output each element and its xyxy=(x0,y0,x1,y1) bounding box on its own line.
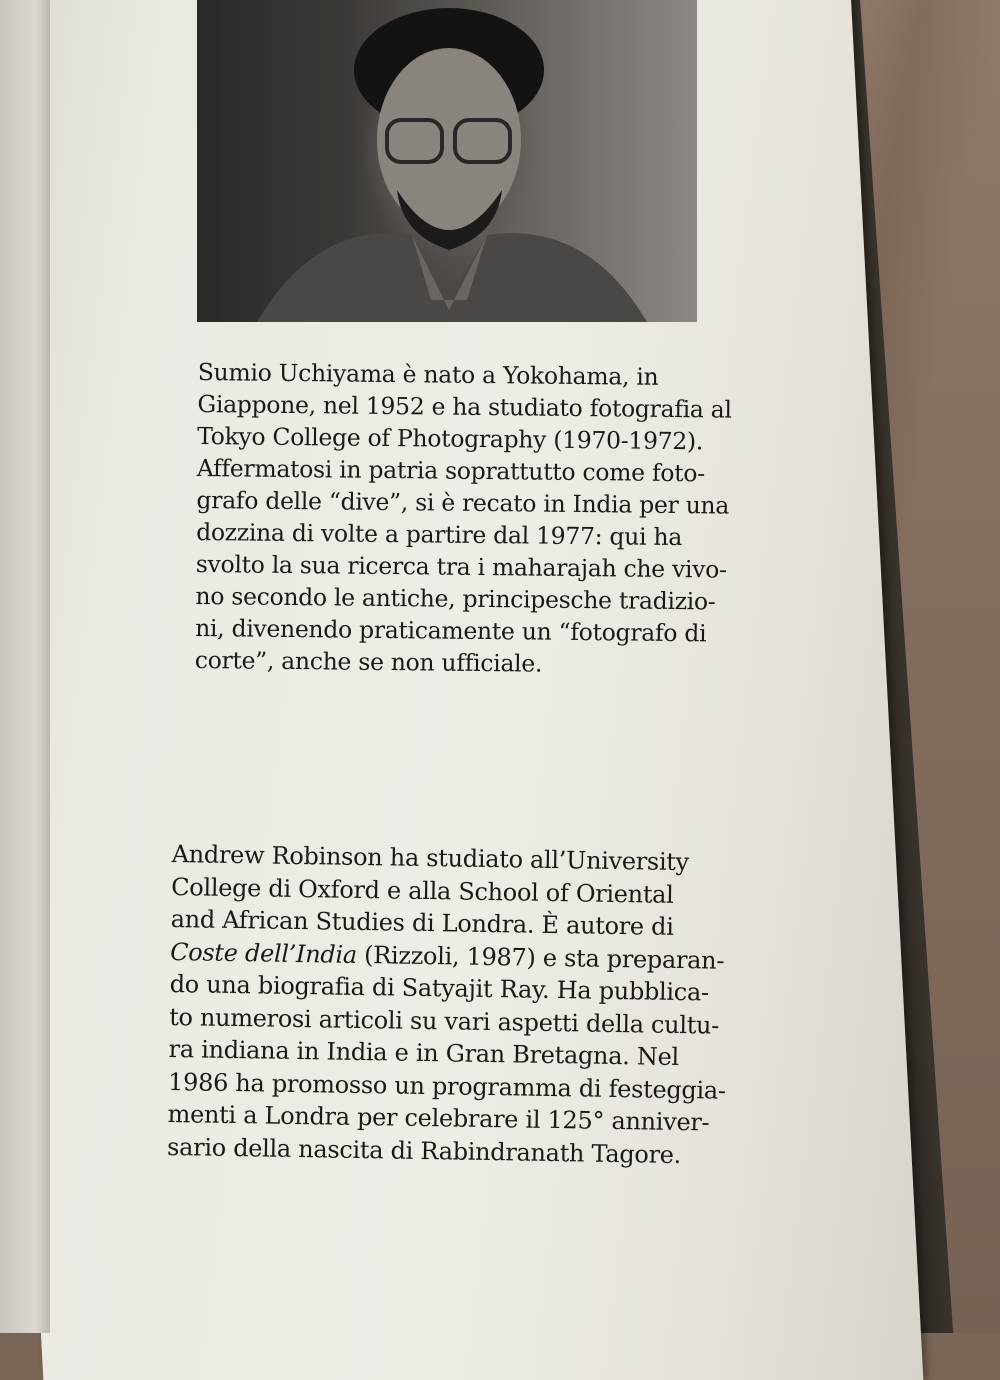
portrait-figure xyxy=(197,0,697,322)
author-portrait-photo xyxy=(197,0,697,322)
bio-line: dozzina di volte a partire dal 1977: qui ha xyxy=(196,517,683,552)
bio-line: Affermatosi in patria soprattutto come foto- xyxy=(196,453,705,488)
bio-line: College di Oxford e alla School of Oriental xyxy=(171,872,674,909)
bio-line: svolto la sua ricerca tra i maharajah che vivo- xyxy=(195,549,727,584)
bio-line: corte”, anche se non ufficiale. xyxy=(194,645,543,678)
bio-line: (Rizzoli, 1987) e sta preparan- xyxy=(356,940,725,975)
bio-line: Andrew Robinson ha studiato all’University xyxy=(171,839,690,877)
bio-line: 1986 ha promosso un programma di festeggia- xyxy=(167,1067,726,1105)
bio-line: grafo delle “dive”, si è recato in India per una xyxy=(196,485,730,520)
bio-line: Sumio Uchiyama è nato a Yokohama, in xyxy=(197,357,659,391)
facing-page-edge xyxy=(0,0,50,1333)
bio-line: ni, divenendo praticamente un “fotografo di xyxy=(195,613,707,648)
bio-line: to numerosi articoli su vari aspetti della cultu- xyxy=(168,1002,720,1040)
bio-line: sario della nascita di Rabindranath Tagore. xyxy=(166,1132,682,1169)
bio-andrew-robinson xyxy=(167,838,822,1173)
book-title: Coste dell’India xyxy=(169,937,358,969)
portrait-face xyxy=(377,48,521,232)
bio-line: and African Studies di Londra. È autore di xyxy=(170,904,674,941)
bio-line: no secondo le antiche, principesche tradizio- xyxy=(195,581,716,616)
bio-line: Tokyo College of Photography (1970-1972). xyxy=(197,421,704,456)
bio-line: Giappone, nel 1952 e ha studiato fotografia al xyxy=(197,389,732,424)
bio-line: menti a Londra per celebrare il 125° anniver- xyxy=(167,1099,710,1137)
bio-line: ra indiana in India e in Gran Bretagna. Nel xyxy=(168,1034,680,1071)
bio-line: do una biografia di Satyajit Ray. Ha pubblica- xyxy=(169,969,710,1007)
bio-sumio-uchiyama xyxy=(195,356,798,682)
